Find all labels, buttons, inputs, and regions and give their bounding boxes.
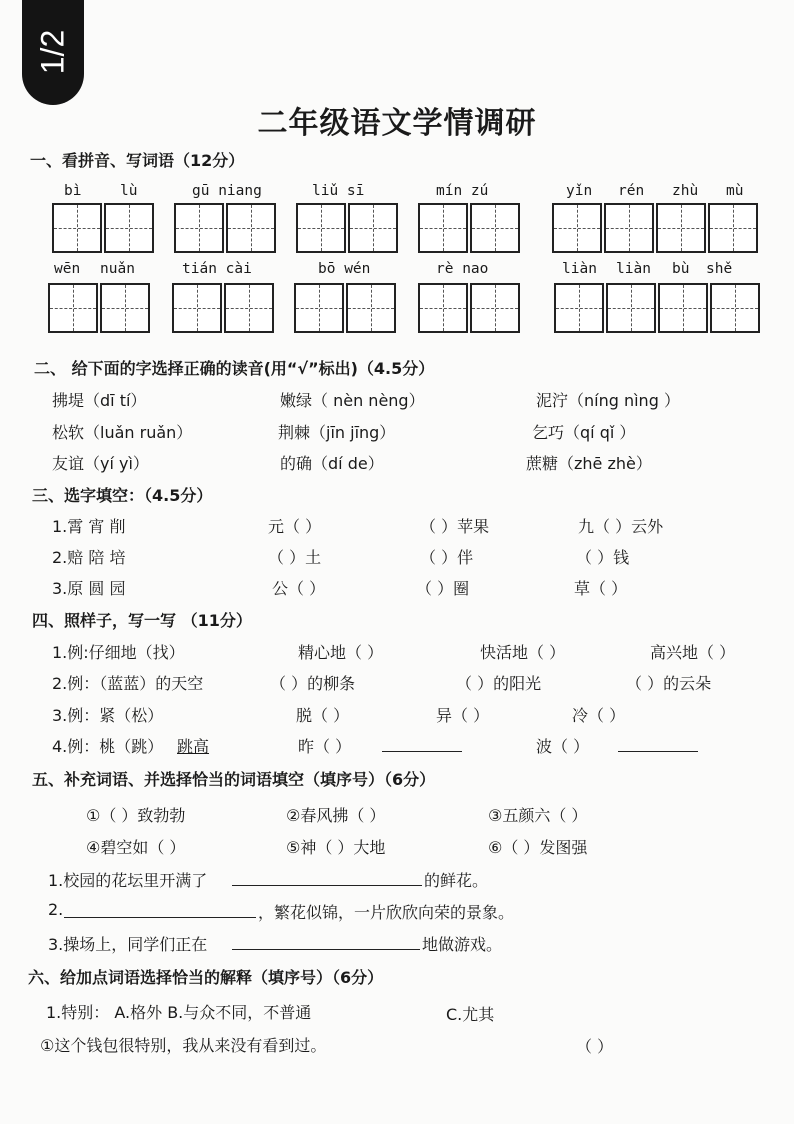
pinyin: mín zú [436, 183, 489, 199]
tianzige-box[interactable] [708, 203, 758, 253]
pinyin: lù [120, 183, 138, 199]
tianzige-box[interactable] [470, 203, 520, 253]
question-item: 荆棘（jīn jīng） [278, 423, 396, 442]
pinyin: nuǎn [100, 261, 135, 277]
sentence-text: 的鲜花。 [424, 871, 489, 890]
tianzige-box[interactable] [52, 203, 102, 253]
question-item: 公（ ） [272, 579, 326, 598]
section-5-heading: 五、补充词语、并选择恰当的词语填空（填序号）（6分） [32, 770, 436, 789]
tianzige-box[interactable] [296, 203, 346, 253]
tianzige-group [174, 203, 278, 253]
tianzige-box[interactable] [104, 203, 154, 253]
tianzige-group [554, 283, 762, 333]
tianzige-group [52, 203, 156, 253]
question-item: 九（ ）云外 [578, 517, 664, 536]
tianzige-box[interactable] [418, 283, 468, 333]
pinyin: liǔ sī [312, 183, 365, 199]
question-item: 乞巧（qí qǐ ） [532, 423, 636, 442]
pinyin: zhù [672, 183, 699, 199]
sentence-text: ，繁花似锦，一片欣欣向荣的景象。 [258, 903, 515, 922]
question-item: C.尤其 [446, 1005, 495, 1024]
pinyin: bù [672, 261, 690, 277]
idiom-option: ①（ ）致勃勃 [86, 806, 186, 825]
answer-paren[interactable]: （ ） [576, 1037, 614, 1056]
section-6-heading: 六、给加点词语选择恰当的解释（填序号）（6分） [28, 968, 384, 987]
question-item: 友谊（yí yì） [52, 454, 149, 473]
question-item: 异（ ） [436, 706, 490, 725]
pinyin: tián cài [182, 261, 252, 277]
question-item: 精心地（ ） [298, 643, 384, 662]
question-item: （ ）伴 [420, 548, 474, 567]
idiom-option: ③五颜六（ ） [488, 806, 588, 825]
page-indicator-badge: 1/2 [22, 0, 84, 105]
question-item: 蔗糖（zhē zhè） [526, 454, 652, 473]
question-item: 泥泞（níng nìng ） [536, 391, 680, 410]
idiom-option: ⑥（ ）发图强 [488, 838, 588, 857]
tianzige-box[interactable] [554, 283, 604, 333]
section-1-heading: 一、看拼音、写词语（12分） [30, 151, 245, 170]
idiom-option: ④碧空如（ ） [86, 838, 186, 857]
tianzige-box[interactable] [710, 283, 760, 333]
question-item: （ ）土 [268, 548, 322, 567]
example-answer: 跳高 [177, 737, 210, 756]
pinyin: liàn [616, 261, 651, 277]
question-item: 拂堤（dī tí） [52, 391, 147, 410]
tianzige-box[interactable] [606, 283, 656, 333]
answer-blank[interactable] [232, 868, 422, 886]
tianzige-box[interactable] [658, 283, 708, 333]
pinyin: liàn [562, 261, 597, 277]
tianzige-box[interactable] [552, 203, 602, 253]
question-item: 1.特别： A.格外 B.与众不同，不普通 [46, 1003, 312, 1022]
question-item: 2.例：（蓝蓝）的天空 [52, 674, 204, 693]
tianzige-box[interactable] [226, 203, 276, 253]
tianzige-box[interactable] [470, 283, 520, 333]
question-item: 脱（ ） [296, 706, 350, 725]
tianzige-box[interactable] [172, 283, 222, 333]
tianzige-box[interactable] [604, 203, 654, 253]
sentence-text: ①这个钱包很特别，我从来没有看到过。 [40, 1036, 327, 1055]
tianzige-box[interactable] [348, 203, 398, 253]
question-item: 4.例：桃（跳） [52, 737, 164, 756]
pinyin: bì [64, 183, 82, 199]
question-item: （ ）的柳条 [270, 674, 356, 693]
question-item: 的确（dí de） [280, 454, 384, 473]
answer-blank[interactable] [618, 734, 698, 752]
question-item: 嫩绿（ nèn nèng） [280, 391, 425, 410]
tianzige-group [418, 283, 522, 333]
tianzige-group [48, 283, 152, 333]
question-item: 1.例:仔细地（找） [52, 643, 185, 662]
answer-blank[interactable] [64, 900, 256, 918]
question-item: 高兴地（ ） [650, 643, 736, 662]
question-item: 波（ ） [536, 737, 590, 756]
pinyin: mù [726, 183, 744, 199]
question-item: （ ）的阳光 [456, 674, 542, 693]
sentence-text: 2. [48, 900, 64, 919]
question-item: 1.霄 宵 削 [52, 517, 126, 536]
tianzige-group [294, 283, 398, 333]
pinyin: rè nao [436, 261, 489, 277]
question-item: 3.例：紧（松） [52, 706, 164, 725]
question-item: （ ）苹果 [420, 517, 490, 536]
answer-blank[interactable] [382, 734, 462, 752]
page-title: 二年级语文学情调研 [257, 106, 537, 141]
question-item: 元（ ） [268, 517, 322, 536]
sentence-text: 1.校园的花坛里开满了 [48, 871, 208, 890]
pinyin: shě [706, 261, 733, 277]
question-item: 2.赔 陪 培 [52, 548, 126, 567]
section-3-heading: 三、选字填空：（4.5分） [32, 486, 213, 505]
tianzige-group [418, 203, 522, 253]
question-item: （ ）圈 [416, 579, 470, 598]
question-item: （ ）钱 [576, 548, 630, 567]
pinyin: yǐn [566, 183, 593, 199]
pinyin: gū niang [192, 183, 262, 199]
sentence-text: 地做游戏。 [422, 935, 503, 954]
answer-blank[interactable] [232, 932, 420, 950]
pinyin: wēn [54, 261, 81, 277]
question-item: 松软（luǎn ruǎn） [52, 423, 193, 442]
tianzige-box[interactable] [656, 203, 706, 253]
section-2-heading: 二、 给下面的字选择正确的读音(用“√”标出)（4.5分） [34, 359, 435, 378]
tianzige-box[interactable] [294, 283, 344, 333]
question-item: （ ）的云朵 [626, 674, 712, 693]
question-item: 草（ ） [574, 579, 628, 598]
tianzige-box[interactable] [48, 283, 98, 333]
tianzige-group [172, 283, 276, 333]
tianzige-box[interactable] [100, 283, 150, 333]
tianzige-box[interactable] [224, 283, 274, 333]
question-item: 昨（ ） [298, 737, 352, 756]
question-item: 3.原 圆 园 [52, 579, 126, 598]
tianzige-box[interactable] [174, 203, 224, 253]
idiom-option: ②春风拂（ ） [286, 806, 386, 825]
pinyin: bō wén [318, 261, 371, 277]
tianzige-group [296, 203, 400, 253]
question-item: 冷（ ） [572, 706, 626, 725]
tianzige-group [552, 203, 760, 253]
tianzige-box[interactable] [418, 203, 468, 253]
section-4-heading: 四、照样子，写一写 （11分） [32, 611, 252, 630]
idiom-option: ⑤神（ ）大地 [286, 838, 386, 857]
tianzige-box[interactable] [346, 283, 396, 333]
sentence-text: 3.操场上，同学们正在 [48, 935, 208, 954]
pinyin: rén [618, 183, 645, 199]
question-item: 快活地（ ） [480, 643, 566, 662]
